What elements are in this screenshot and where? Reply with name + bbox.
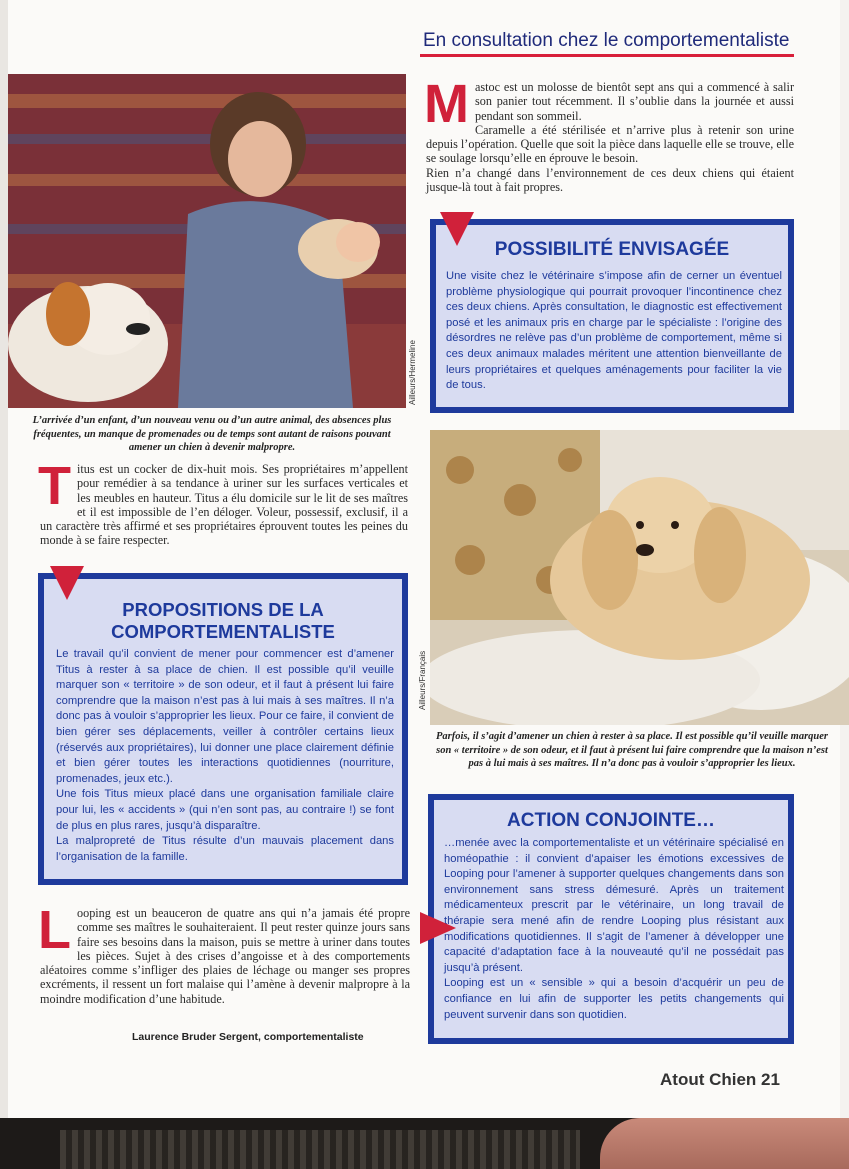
- article-looping: [38, 900, 410, 1006]
- box-title: [44, 599, 402, 643]
- box-paragraph: Une fois Titus mieux placé dans une organisation familiale claire pour lui, les « accidents » (qui n’en sont pas, au contraire !) se font de plus en plus rares, jusqu’à disparaître.: [56, 788, 394, 832]
- section-title: En consultation chez le comportementaliste: [423, 30, 790, 51]
- box-paragraph: La malpropreté de Titus résulte d’un mauvais placement dans l’organisation de la famille.: [56, 835, 394, 863]
- section-title-rule: [420, 54, 794, 57]
- photo1-caption: L’arrivée d’un enfant, d’un nouveau venu ou d’un autre animal, des absences plus fréquentes, un manque de promenades ou de temps sont autant de raisons pouvant amener un chien à devenir malpropre.: [32, 415, 392, 453]
- red-triangle-pointer: [420, 912, 456, 944]
- photo2-credit: Ailleurs/Français: [418, 650, 427, 710]
- article-paragraph: Caramelle a été stérilisée et n’arrive plus à retenir son urine depuis l’opération. Quelle que soit la pièce dans laquelle elle se trouve, elle se soulage lorsqu’elle en éprouve le besoin.: [426, 122, 794, 166]
- dropcap: T: [38, 456, 71, 516]
- fabric-background: [60, 1130, 580, 1169]
- photo2-caption: Parfois, il s’agit d’amener un chien à rester à sa place. Il est possible qu’il veuille marquer son « territoire » de son odeur, et il faut à présent lui faire comprendre que la maison n’est pas à lui mais à ses maîtres. Il n’a donc pas à vouloir s’approprier les lieux.: [436, 731, 828, 769]
- photo-cocker-illustration: [430, 430, 849, 725]
- dropcap: L: [38, 900, 71, 960]
- photo-cocker-on-pillow: [430, 430, 849, 725]
- box-title: ACTION CONJOINTE…: [507, 810, 715, 831]
- box-body: [446, 269, 782, 394]
- dropcap: M: [424, 74, 469, 134]
- box-body: [444, 836, 784, 1023]
- box-title-line: PROPOSITIONS DE LA: [122, 599, 324, 620]
- article-mastoc: [424, 74, 794, 195]
- photo-woman-baby-dog: [8, 74, 406, 408]
- box-paragraph: …menée avec la comportementaliste et un vétérinaire spécialisé en homéopathie : il convient d’apaiser les émotions excessives de Looping pour l’amener à supporter quelques changements dans son environnement sans stress démesuré. Après un traitement médicamenteux prescrit par le vétérinaire, un long travail de thérapie sera mené afin de rendre Looping plus résistant aux modifications quotidiennes. Il s’agit de l’amener à développer une capacité d’adaptation face à la nouveauté qu’il ne possédait pas jusqu’à présent.: [444, 837, 784, 974]
- photo1-credit: Ailleurs/Hermeline: [408, 340, 417, 405]
- article-titus: [38, 456, 408, 548]
- page-edge: [0, 0, 8, 1118]
- box-propositions-comportementaliste: [38, 573, 408, 885]
- article-paragraph: Rien n’a changé dans l’environnement de ces deux chiens qui étaient jusque-là tout à fait propres.: [426, 165, 794, 195]
- page-folio: Atout Chien 21: [660, 1070, 780, 1089]
- article-paragraph: astoc est un molosse de bientôt sept ans qui a commencé à salir son panier tout récemment. Il s’oublie dans la journée et aussi pendant son sommeil.: [474, 80, 794, 123]
- article-paragraph: itus est un cocker de dix-huit mois. Ses propriétaires m’appellent pour remédier à sa tendance à uriner sur les surfaces verticales et les meubles en hauteur. Titus a élu domicile sur le lit de ses maîtres et il est impossible de l’en déloger. Voleur, possessif, exclusif, il a un caractère très affirmé et ses propriétaires éprouvent toutes les peines du monde à se faire respecter.: [40, 462, 408, 548]
- photo-woman-baby-dog-illustration: [8, 74, 406, 408]
- box-paragraph: Looping est un « sensible » qui a besoin d’acquérir un peu de confiance en lui afin de supporter les petits changements qui peuvent survenir dans son quotidien.: [444, 977, 784, 1021]
- box-paragraph: Une visite chez le vétérinaire s’impose afin de cerner un éventuel problème physiologique qui pourrait provoquer l’incontinence chez ces deux chiens. Après consultation, le diagnostic est effectivement posé et les animaux pris en charge par le spécialiste : l’origine des désordres ne relève pas d’un problème de comportement, même si ces deux animaux malades méritent une attention bienveillante de leurs propriétaires et quelques aménagements pour faciliter la vie de tous.: [446, 270, 782, 392]
- red-triangle-marker: [50, 566, 84, 600]
- thumb-background: [600, 1118, 849, 1169]
- box-possibilite-envisagee: [430, 219, 794, 413]
- red-triangle-marker: [440, 212, 474, 246]
- box-paragraph: Le travail qu’il convient de mener pour commencer est d’amener Titus à rester à sa place de chien. Il est possible qu’il veuille marquer son « territoire » de son odeur, et il faut à présent lui faire comprendre que la maison n’est pas à lui mais à ses maîtres. Il n’a donc pas à vouloir s’approprier les lieux. Pour ce faire, il convient de bien gérer ses déplacements, veiller à contrôler certains lieux (réservés aux propriétaires), lui donner une place clairement définie et bien gérer toutes les interactions quotidiennes (nourriture, promenades, jeux etc.).: [56, 648, 394, 785]
- scan-background: [0, 1118, 849, 1169]
- box-body: [56, 647, 394, 865]
- box-title-line: COMPORTEMENTALISTE: [111, 621, 335, 642]
- box-action-conjointe: [428, 794, 794, 1044]
- article-paragraph: ooping est un beauceron de quatre ans qui n’a jamais été propre comme ses maîtres le souhaiteraient. Il peut rester quinze jours sans faire ses besoins dans la maison, puis se mettre à uriner dans toutes les pièces. Sujet à des crises d’angoisse et à des comportements aléatoires comme s’infliger des plaies de léchage ou manger ses propres excréments, il ressent un fort malaise qui l’amène à devenir malpropre à la moindre modification d’une habitude.: [40, 906, 410, 1006]
- box-title: POSSIBILITÉ ENVISAGÉE: [494, 239, 730, 260]
- author-signature: Laurence Bruder Sergent, comportementaliste: [132, 1031, 364, 1043]
